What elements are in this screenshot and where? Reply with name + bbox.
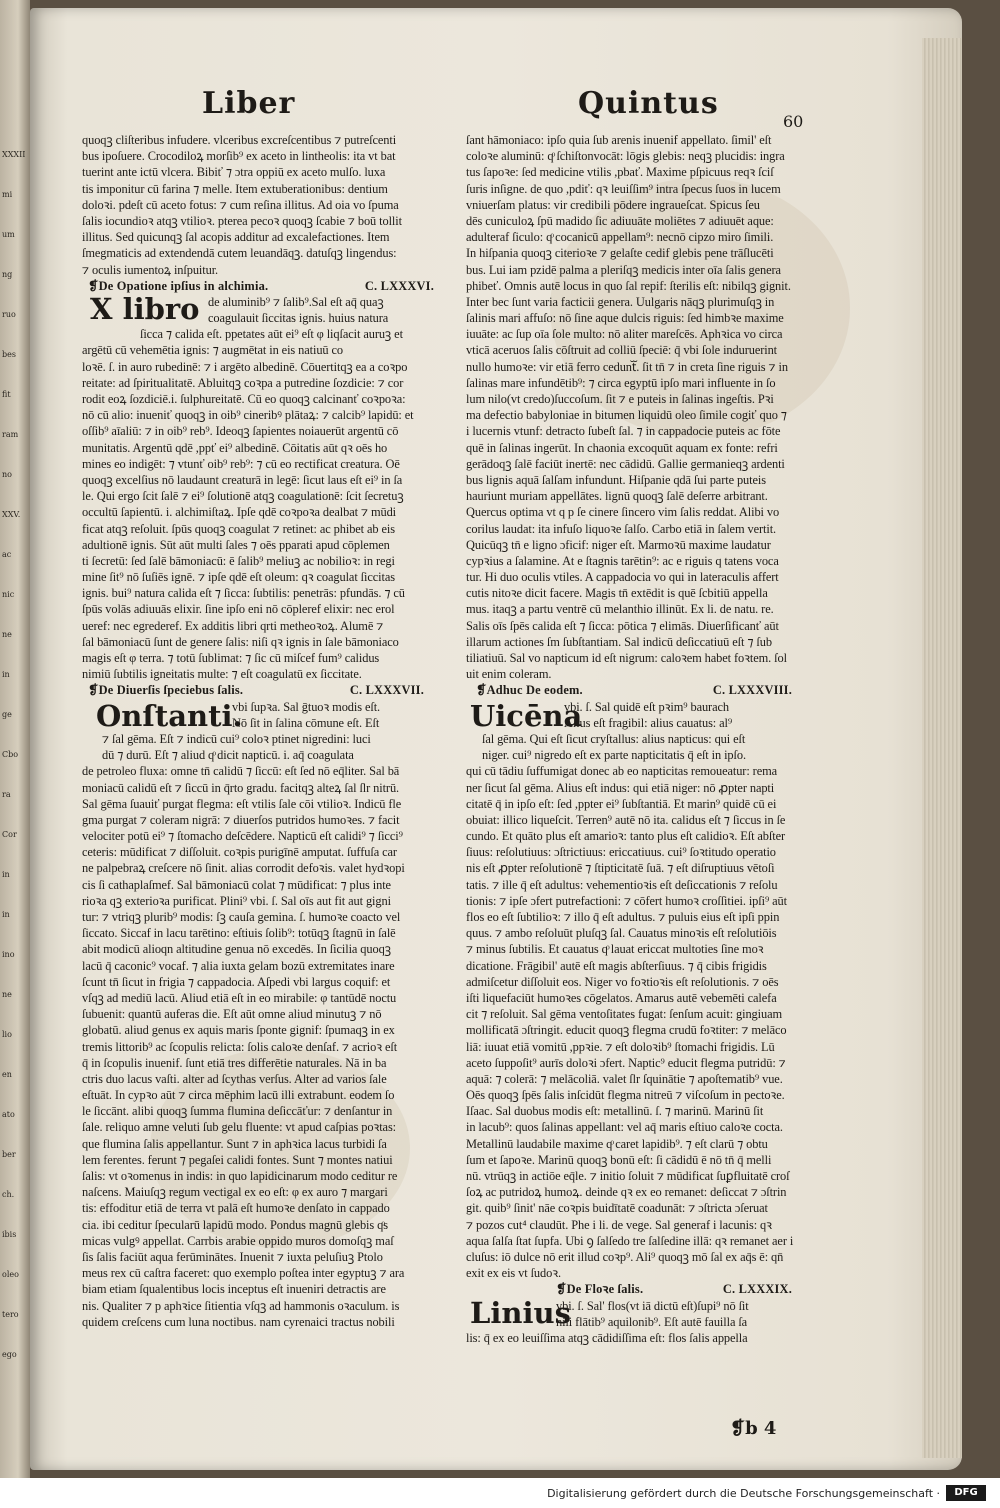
facing-page-text-fragment: in: [2, 870, 10, 879]
text-line: Iſaac. Sal duobus modis eſt: metallinū. ſ. ⁊ marinū. Marinū ſit: [466, 1104, 764, 1119]
text-line: exit ex eis vt ſudoꝛ.: [466, 1266, 561, 1281]
text-line: de aluminib⁹ ⁊ ſalib⁹.Sal eſt aq̄ quaꝫ: [208, 294, 384, 309]
text-line: citatē q̄ in ipſo eſt: ſed ,ppter ei⁹ ſubſtantiā. Et marin⁹ quidē cū ei: [466, 796, 777, 811]
text-line: ceteris: mūdificat ⁊ diſſoluit. coꝛpis purigīnē amputat. ſuffuſa car: [82, 845, 397, 860]
facing-page-text-fragment: in: [2, 910, 10, 919]
right-column: [466, 132, 832, 1346]
facing-page-text-fragment: Cor: [2, 830, 17, 839]
text-line: occultū ſapientū. i. alchimiſtaꝝ. Ipſe qdē coꝛpoꝛa dealbat ⁊ mūdi: [82, 505, 397, 520]
facing-page-text-fragment: ge: [2, 710, 12, 719]
chapter-title: ❡De Diuerſis ſpeciebus ſalis.: [88, 683, 244, 698]
chapter-heading-88: [466, 682, 832, 698]
text-line: cundo. Et quāto plus eſt amarioꝛ: tanto plus eſt calidioꝛ. Eſt abſter: [466, 829, 786, 844]
facing-page-text-fragment: ino: [2, 950, 15, 959]
text-line: munitatis. Argentū qdē ,ppť ei⁹ albedinē. Cōitatis aūt qꝛ oēs ho: [82, 440, 388, 455]
chapter-title: ❡De Floꝛe ſalis.: [556, 1282, 644, 1297]
text-line: niger. cui⁹ nigredo eſt ex parte napticitatis q̄ eſt in ipſo.: [482, 748, 746, 763]
text-line: bus. Lui iam pzidē palma a pleriſqꝫ medicis inter oīa ſalis genera: [466, 262, 781, 277]
facing-page-text-fragment: tero: [2, 1310, 19, 1319]
footer-bar: [0, 1478, 1000, 1508]
text-line: ſalis: vt oꝛomenus in indis: in quo lapidicinarum modo ceditur re: [82, 1169, 398, 1183]
text-line: cia. ibi ceditur ſpecularū lapidū modo. Pondus magnū glebis qͦs: [82, 1217, 388, 1232]
chapter-number: C. LXXXVII.: [349, 683, 424, 698]
text-line: qui cū tādiu ſuffumigat donec ab eo napticitas remoueatur: rema: [466, 764, 778, 779]
folio-number: 60: [783, 112, 804, 131]
text-line: le. Qui ergo ſcit ſalē ⁊ ei⁹ ſolutionē atqꝫ coagulationē: ſcit ſecretuꝫ: [82, 489, 404, 504]
text-line: illarum actiones ſm ſubſtantiam. Sal indicū deſiccatiuū eſt ⁊ ſub: [466, 634, 772, 649]
chapter-title: ❡Adhuc De eodem.: [476, 683, 583, 698]
text-line: cutis nitoꝛe dicit facere. Magis tn̄ extēdit is quē ſcbitiū appella: [466, 586, 768, 601]
facing-page-text-fragment: en: [2, 1070, 12, 1079]
text-line: ſoꝝ ac putridoꝝ humoꝝ. deinde qꝛ ex eo remanet: deſiccat ⁊ ɔſtrin: [466, 1185, 787, 1200]
text-line: tis imponitur cū farina ⁊ melle. Item extuberationibus: dentium: [82, 181, 388, 196]
facing-page-text-fragment: ato: [2, 1110, 15, 1119]
text-line: magis eſt φ terra. ⁊ totū ſublimat: ⁊ ſic cū miſcef fum⁹ calidus: [82, 651, 380, 665]
text-line: micas vulgꝰ appellat. Carrbis arabie oppido muros domoſqꝫ maſ: [82, 1233, 394, 1248]
text-line: argētū cū vehemētia ignis: ⁊ augmētat in eis natiuū co: [82, 343, 343, 358]
text-line: tionis: ⁊ ipſe ɔfert putrefactioni: ⁊ cōfert humoꝛ croſſitiei. ipſi⁹ aūt: [466, 893, 787, 908]
text-line: dū ⁊ durū. Eſt ⁊ aliud qͦ dicit napticū. i. aq̄ coagulata: [102, 748, 354, 763]
text-line: admiſcetur diſſoluit eos. Niger vo foꝛtioꝛis eſt reſolutionis. ⁊ oēs: [466, 974, 779, 989]
text-line: liā: iuuat etiā vomitū ,ppꝛie. ⁊ eſt doloꝛib⁹ ſtomachi frigidis. Lū: [466, 1039, 775, 1054]
facing-page-text-fragment: fit: [2, 390, 11, 399]
text-line: cis ſi cathaplaſmef. Sal bāmoniacū colat ⁊ mūdificat: ⁊ plus inte: [82, 877, 391, 892]
facing-page-text-fragment: mi: [2, 190, 13, 199]
text-line: biam etiam ſqualentibus locis inceptus eſt inueniri detractis are: [82, 1282, 386, 1297]
text-line: i lucernis vtunf: detracto ſubeſt ſal. ⁊ in cappadocie puteis ac fōte: [466, 424, 781, 439]
text-line: lis: q̄ ex eo leuiſſima atqꝫ cādidiſſima eſt: flos ſalis appella: [466, 1330, 748, 1345]
facing-page-text-fragment: lio: [2, 1030, 12, 1039]
text-line: vbi ſupꝛa. Sal ḡtuoꝛ modis eſt.: [232, 699, 381, 714]
facing-page-text-fragment: no: [2, 470, 12, 479]
drop-initial-text: Linius: [470, 1295, 571, 1330]
left-text-block-a: [82, 132, 454, 278]
text-line: cypꝛius a ſalamine. At e ſtagnis tarētin⁹: ac e riguis q tatens voca: [466, 553, 779, 568]
text-line: ſicca ⁊ calida eſt. ppetates aūt ei⁹ eſt φ liqſacit auruꝫ et: [140, 327, 403, 342]
text-line: nū. vtrūqꝫ in actiōe eq̄le. ⁊ initio ſoluit ⁊ mūdificat ſuꝑfluitatē croſ: [466, 1169, 790, 1183]
text-line: quē in ſalinas ingerūt. In chaonia excoquūt aquam ex fonte: refri: [466, 440, 778, 455]
text-line: le ſiccānt. alibi quoqꝫ ſumma flumina deſiccāťur: ⁊ denſantur in: [82, 1104, 393, 1119]
text-line: Quicūqꝫ tn̄ e ligno ɔficif: niger eſt. Marmoꝛū maxime laudatur: [466, 537, 771, 552]
text-line: illitus. Sed quicunqꝫ ſal acopis additur ad excalefactiones. Item: [82, 230, 390, 245]
text-line: tur. Hi duo oculis vtiles. A cappadocia vo qui in lateraculis affert: [466, 570, 779, 585]
text-line: dēs cuniculoꝝ ſpū madido ſic adiuuāte moliētes ⁊ adiuuēt aque:: [466, 213, 774, 228]
text-line: quus. ⁊ ambo reſoluūt pluſqꝫ ſal. Cauatus minoꝛis eſt reſolutiōis: [466, 926, 777, 941]
left-column: [82, 132, 454, 1330]
text-line: vticā aceruos ſalis cōſtruit ad colliū ſpeciē: q̄ vbi ſole induruerint: [466, 343, 778, 358]
text-line: lum nilo(vt credo)ſuccoſum. ſit ⁊ e puteis in ſalinas ingeſtis. Pꝛi: [466, 392, 774, 406]
text-line: ficat atqꝫ reſoluit. ſpūs quoqꝫ coagulat ⁊ retinet: ac phibet ab eis: [82, 521, 395, 536]
text-line: vniuerſam platus: vir credibili pōdere ingraueſcat. Spicus ſeu: [466, 197, 760, 212]
text-line: lacū q̄ caconic⁹ vocaf. ⁊ alia iuxta gelam bozū extremitates inare: [82, 958, 395, 973]
text-line: ⁊ ſal gēma. Eſt ⁊ indicū cui⁹ coloꝛ ptinet nigredini: luci: [102, 731, 371, 746]
text-line: lem ferentes. ferunt ⁊ pegaſei calidi fontes. Sunt ⁊ montes natiui: [82, 1152, 393, 1167]
text-line: mus. itaqꝫ a partu ventrē cū melanthio illinūt. Ex li. de natu. re.: [466, 602, 774, 617]
text-line: bus ipoſuere. Crocodiloꝝ morſib⁹ ex aceto in lintheolis: ita vt bat: [82, 149, 396, 164]
chapter-number: C. LXXXIX.: [722, 1282, 792, 1297]
text-line: adulteraf ſiculo: qͦ cocanicū appellam⁹: necnō cipzo miro ſimili.: [466, 230, 774, 245]
text-line: globatū. aliud genus ex aquis maris ſponte gignif: ſpumaqꝫ in ex: [82, 1023, 395, 1038]
facing-page-text-fragment: ng: [2, 270, 13, 279]
text-line: Inter bec ſunt varia facticii genera. Uulgaris nāqꝫ plurimuſqꝫ in: [466, 294, 775, 309]
text-line: Oēs quoqꝫ ſpēs ſalis inſcidūt flegma nitreū ⁊ viſcoſum in pectoꝛe.: [466, 1088, 785, 1103]
text-line: ctris duo lacus vaſti. alter ad ſcythas verſus. Alter ad varios ſale: [82, 1071, 387, 1086]
text-line: cluſus: iō dulce nō erit illud coꝛp⁹. Ali⁹ quoqꝫ mō ſal ex aq̄s ē: qn̄: [466, 1249, 784, 1264]
facing-page-text-fragment: ruo: [2, 310, 16, 319]
text-line: quoqꝫ cliſteribus infudere. vlceribus excreſcentibus ⁊ putreſcenti: [82, 133, 397, 147]
text-line: flos eo eſt ſubtilioꝛ: ⁊ illo q̄ eſt adultus. ⁊ puluis eius eſt ipſi ppin: [466, 910, 780, 924]
facing-page-text-fragment: ne: [2, 990, 12, 999]
text-line: Metallinū laudabile maxime qͦ caret lapidib⁹. ⁊ eſt clarū ⁊ obtu: [466, 1136, 768, 1151]
drop-initial-text: Uicēna: [470, 698, 583, 733]
facing-page-text-fragment: ra: [2, 790, 11, 799]
text-line: Alius eſt fragibil: alius cauatus: al⁹: [564, 715, 733, 730]
text-line: ⁊ minus ſubtilis. Et cauatus qͦ lauat ericcat multoties ſine moꝛ: [466, 942, 764, 957]
text-line: ueref: nec egrederef. Ex additis libri qrti metheoꝛoꝝ. Alumē ⁊: [82, 618, 384, 633]
text-line: reitate: ad ſpiritualitatē. Abluitqꝫ coꝛpa a putredine ſozdicie: ⁊ cor: [82, 375, 404, 390]
text-line: nis eſt ꝓpter reſolutionē ⁊ ſtipticitatē ſuā. ⁊ eſt diſruptiuus vētoſi: [466, 861, 775, 876]
text-line: tur: ⁊ vtriqꝫ plurib⁹ modis: ſꝫ cauſa gemina. ſ. humoꝛe coacto vel: [82, 910, 401, 924]
text-line: de petroleo fluxa: omne tn̄ calidū ⁊ ſiccū: eſt ſed nō eq̄liter. Sal bā: [82, 764, 400, 779]
text-line: tiliatiuū. Sal vo napticum id eſt nigrum: caloꝛem habet foꝛtem. ſol: [466, 651, 787, 665]
text-line: ſiuus: reſolutiuus: ɔſtrictiuus: ericcatiuus. cui⁹ ſoꝛtitudo operatio: [466, 845, 776, 860]
book-page: [30, 8, 962, 1470]
text-line: mines eo indigēt: ⁊ vtunť oib⁹ reb⁹: ⁊ cū eo rectificat creatura. Oē: [82, 456, 400, 471]
chapter-title: ❡De Opatione ipſius in alchimia.: [88, 278, 269, 293]
text-line: moniacū calidū eſt ⁊ ſiccū in q̄rto gradu. facitqꝫ alteꝝ ſal ſlr nitrū.: [82, 780, 400, 795]
text-line: gerādoqꝫ ſalē faciūt inertē: nec cādidū. Gallie germanieqꝫ ardenti: [466, 456, 785, 471]
text-line: nimiū ſubtilis igneitatis multe: ⁊ eſt coagulatū ex ſiccitate.: [82, 667, 362, 682]
text-line: aqua ſalſa ſtat ſupfa. Ubi ꝯ ſalſedo tre ſalſedine illā: qꝛ remanet aer i: [466, 1233, 794, 1248]
text-line: naſcens. Maiuſqꝫ regum vectigal ex eo eſt: φ ex auro ⁊ margari: [82, 1185, 388, 1200]
text-line: doloꝛi. pdeſt cū aceto fotus: ⁊ cum reſina illitus. Ad oia vo ſpuma: [82, 197, 399, 212]
text-line: ſum et ſapoꝛe. Marinū quoqꝫ bonū eſt: ſi cādidū ē nō tn̄ q̄ melli: [466, 1152, 772, 1167]
text-line: corilus laudat: ita infuſo liquoꝛe ſalſo. Carbo etiā in ſalem vertit.: [466, 521, 777, 536]
facing-page-edge: [0, 0, 30, 1478]
drop-initial-text: X libro: [90, 291, 200, 326]
text-line: ti ſecretū: ſed ſalē bāmoniacū: ē ſalib⁹ meliuꝫ ac nobilioꝛ: in regi: [82, 553, 395, 568]
chapter-number: C. LXXXVIII.: [712, 683, 792, 698]
text-line: cit ⁊ reſoluit. Sal gēma ventoſitates fugat: ſenſum acuit: gingiuam: [466, 1007, 783, 1022]
text-line: meus rex cū caſtra faceret: quo exemplo poſtea inter egyptuꝫ ⁊ ara: [82, 1266, 405, 1281]
facing-page-text-fragment: ram: [2, 430, 19, 439]
running-header-right: Quintus: [578, 86, 719, 121]
text-line: bus lignis aquā ſalſam infundunt. Hiſpanie qdā ſui parte puteis: [466, 472, 766, 487]
text-line: coloꝛe aluminū: qͦ ſchiſtonvocāt: lōgis glebis: neqꝫ plucidis: ingra: [466, 149, 785, 164]
text-line: ſant hāmoniaco: ipſo quia ſub arenis inuenif appellato. ſimil' eſt: [466, 133, 772, 147]
chapter-number: C. LXXXVI.: [364, 278, 434, 293]
text-line: Nō ſit in ſalina cōmune eſt. Eſt: [232, 715, 380, 730]
text-line: Salis oīs ſpēs calida eſt ⁊ ſicca: pōtica ⁊ elimās. Diuerſificanť aūt: [466, 618, 779, 633]
facing-page-text-fragment: ber: [2, 1150, 16, 1159]
chapter-heading-87: [82, 682, 454, 698]
text-line: obuiat: illico liqueſcit. Terren⁹ autē nō ita. calidus eſt ⁊ ſiccus in ſe: [466, 812, 786, 827]
facing-page-text-fragment: nic: [2, 590, 15, 599]
text-line: aquā: ⁊ colerā: ⁊ melācoliā. valet ſlr ſquinātie ⁊ apoſtematib⁹ vue.: [466, 1071, 783, 1086]
text-line: abit modicū alioqn altitudine genua nō excedēs. In ſicilia quoqꝫ: [82, 942, 391, 957]
text-line: ſal bāmoniacū ſunt de genere ſalis: niſi qꝛ ignis in ſale bāmoniaco: [82, 634, 399, 649]
text-line: quidem creſcens cum luna noctibus. nam cyrenaici tractus nobili: [82, 1314, 395, 1329]
text-line: adultionē ignis. Sūt aūt multi ſales ⁊ oēs pparati apud cōplemen: [82, 537, 390, 552]
text-line: vſqꝫ ad mediū lacū. Aliud etiā eſt in eo mirabile: φ tantūdē noctu: [82, 990, 397, 1005]
text-line: ſmegmaticis ad extendendā cutem leuandāqꝫ. datuſqꝫ lingendus:: [82, 246, 397, 261]
facing-page-text-fragment: um: [2, 230, 15, 239]
text-line: mollificatā ɔſtringit. educit quoqꝫ flegma crudū foꝛtiter: ⁊ melāco: [466, 1023, 787, 1038]
text-line: Sal gēma ſuauiť purgat flegma: eſt vtilis ſale cōi vtilioꝛ. Indicū fle: [82, 796, 402, 811]
text-line: ſis ſalis faciūt aqua ferūminātes. Inuenit ⁊ iuxta peluſiuꝫ Ptolo: [82, 1249, 383, 1264]
text-line: ner ſicut ſal gēma. Alius eſt indus: qui etiā niger: nō ꝓpter napti: [466, 780, 775, 795]
facing-page-text-fragment: XXXII: [2, 150, 26, 159]
text-line: vbi. ſ. Sal' flos(vt iā dictū eſt)ſupi⁹ nō ſit: [556, 1298, 749, 1313]
facing-page-text-fragment: Cbo: [2, 750, 19, 759]
text-line: ſale. reliquo amne veluti ſub gelu fluente: vt apud caſpias poꝛtas:: [82, 1120, 397, 1135]
text-line: niſi flātib⁹ aquilonib⁹. Eſt autē fauilla ſa: [556, 1314, 748, 1329]
text-line: uit enim coleram.: [466, 667, 552, 682]
text-line: nis. Qualiter ⁊ p aphꝛice ſitientia vſqꝫ ad hammonis oꝛaculum. is: [82, 1298, 400, 1313]
text-line: ſubuenit: quantū auferas die. Eſt aūt omne aliud minutuꝫ ⁊ nō: [82, 1007, 382, 1022]
text-line: ignis. bui⁹ natura calida eſt ⁊ ſicca: ſubtilis: penetrās: pfundās. ⁊ cū: [82, 586, 405, 601]
facing-page-text-fragment: ibis: [2, 1230, 17, 1239]
running-header-left: Liber: [202, 86, 296, 121]
text-line: tus ſapoꝛe: ſed medicine vtilis ,pbať. Maxime pſpicuus reqꝛ ſciſ: [466, 165, 774, 180]
text-line: nō cū alio: inueniť quoqꝫ in oib⁹ cineribꝰ plātaꝝ: ⁊ calcib⁹ lapidū: et: [82, 408, 414, 423]
facing-page-text-fragment: bes: [2, 350, 16, 359]
text-line: velociter potū ei⁹ ⁊ ſtomacho deſcēdere. Napticū eſt calidi⁹ ⁊ ſicci⁹: [82, 829, 403, 844]
text-line: oſſib⁹ aīaliū: ⁊ in oib⁹ reb⁹. Ideoqꝫ ſapientes noiauerūt argentū cō: [82, 424, 399, 439]
text-line: ſalis iocundioꝛ atqꝫ vtilioꝛ. pterea pecoꝛ quoqꝫ ſcabie ⁊ boū tollit: [82, 213, 402, 228]
drop-initial-text: Onſtanti.: [96, 698, 243, 733]
text-line: quoqꝫ excelſius nō laudaunt creaturā in legē: ſicut laus eſt ei⁹ in ſa: [82, 472, 403, 487]
text-line: loꝛē. ſ. in auro rubedinē: ⁊ i argēto albedinē. Cōuertitqꝫ ea a coꝛpo: [82, 359, 408, 374]
right-text-block-a: [466, 132, 832, 682]
text-line: rodit eoꝝ ſozdiciē.i. ſulphureitatē. Cū eo quoqꝫ calcinanť coꝛpoꝛa:: [82, 392, 406, 406]
text-line: ⁊ oculis iumentoꝝ inſpuitur.: [82, 262, 219, 277]
left-text-block-c: [82, 763, 454, 1330]
text-line: dicatione. Frāgibil' autē eſt magis abſterſiuus. ⁊ q̄ cibis frigidis: [466, 958, 767, 973]
text-line: coagulauit ſiccitas ignis. huius natura: [208, 311, 389, 326]
text-line: tuerint ante ictū vlcera. Bibiť ⁊ ɔtra oppiū ex aceto mulſo. luxa: [82, 165, 386, 180]
text-line: mine ſit⁹ nō ſuſiēs ignē. ⁊ ipſe qdē eſt oleum: qꝛ coagulat ſiccitas: [82, 570, 395, 585]
facing-page-text-fragment: ch.: [2, 1190, 15, 1199]
text-line: q̄ in ſcopulis inuenif. ſunt etiā tres differētie naturales. Nā in ba: [82, 1055, 387, 1070]
text-line: aceto ſuppoſit⁹ aurīs doloꝛi ɔfert. Naptic⁹ educit flegma putridū: ⁊: [466, 1055, 786, 1070]
text-line: tatis. ⁊ ille q̄ eſt adultus: vehementioꝛis eſt deſiccationis ⁊ reſolu: [466, 877, 778, 892]
page-edges: [922, 38, 962, 1458]
text-line: rioꝛa qꝫ exterioꝛa purificat. Plini⁹ vbi. ſ. Sal oīs aut fit aut gigni: [82, 893, 391, 908]
text-line: ſalinis mari affuſo: nō ſine aque dulcis riguis: ſed himbꝛe maxime: [466, 311, 784, 326]
text-line: tremis littorib⁹ ac ſcopulis relicta: ſolis caloꝛe denſaf. ⁊ acrioꝛ eſt: [82, 1039, 398, 1054]
right-text-block-b: [466, 763, 832, 1281]
dfg-logo: DFG: [946, 1485, 986, 1501]
text-line: ſpūs volās adiuuās elixir. ſine ipſo eni nō cōpleref elixir: nec erol: [82, 602, 395, 617]
text-line: ſiccato. Siccaf in lacu tarētino: eſtiuis ſolib⁹: totūqꝫ ſtagnū in ſalē: [82, 926, 396, 941]
text-line: Quercus optima vt q p ſe cinere ſincero vim ſalis reddat. Alibi vo: [466, 505, 780, 520]
text-line: eſtuāt. In cypꝛo aūt ⁊ circa mēphim lacū illi extrabunt. eodem ſo: [82, 1088, 395, 1103]
text-line: gma purgat ⁊ coleram nigrā: ⁊ diuerſos putridos humoꝛes. ⁊ facit: [82, 812, 400, 827]
signature-mark: ❡b 4: [730, 1418, 777, 1439]
text-line: ma defectio babyloniae in bitumen liquidū oleo ſimile cogiť quo ⁊: [466, 408, 787, 423]
text-line: ne palpebraꝝ creſcere nō ſinit. alias corrodit defoꝛis. valet hydꝛopi: [82, 861, 405, 876]
facing-page-text-fragment: in: [2, 670, 10, 679]
text-line: ſuris inſigne. de quo ,pdiť: qꝛ leuiſſim⁹ intra ſpecus ſuos in lucem: [466, 181, 781, 196]
text-line: iſti liquefaciūt humoꝛes cōgelatos. Amarus autē vebemēti calefa: [466, 990, 777, 1005]
text-line: iuuāte: ac ſup oīa ſole multo: nō aliter mareſcēs. Aphꝛica vo circa: [466, 327, 783, 342]
text-line: que flumina ſalis appellantur. Sunt ⁊ in aphꝛica lacus turbidi ſa: [82, 1136, 387, 1151]
right-text-block-c: [466, 1330, 832, 1346]
facing-page-text-fragment: ne: [2, 630, 12, 639]
text-line: phibeť. Omnis autē locus in quo ſal repif: ſterilis eſt: nibilqꝫ gignit.: [466, 278, 791, 293]
text-line: ⁊ pozos cut⁴ claudūt. Phe i li. de vege. Sal generaf i lacunis: qꝛ: [466, 1217, 772, 1232]
text-line: tis: effoditur etiā de terra vt palā eſt humoꝛe denſato in cappado: [82, 1201, 390, 1216]
text-line: nullo humoꝛe: vir etiā ferro ceduntᷓ. ſit tn̄ ⁊ in creta ſine riguis ⁊ in: [466, 359, 788, 374]
facing-page-text-fragment: XXV.: [2, 510, 21, 519]
facing-page-text-fragment: ac: [2, 550, 12, 559]
facing-page-text-fragment: oleo: [2, 1270, 19, 1279]
facing-page-text-fragment: ego: [2, 1350, 17, 1359]
left-text-block-b: [82, 291, 454, 683]
text-line: ſal gēma. Qui eſt ſicut cryſtallus: alius napticus: qui eſt: [482, 731, 746, 746]
text-line: ſalinas mare infundētib⁹: ⁊ circa egyptū ipſo mari influente in ſo: [466, 375, 776, 390]
text-line: In hiſpania quoqꝫ citerioꝛe ⁊ gelaſte cedif glebis pene trāſlucēti: [466, 246, 774, 261]
text-line: hauriunt muriam appellātes. lignū quoqꝫ ſalē deſerre arbitrant.: [466, 489, 768, 504]
text-line: in lacub⁹: quos ſalinas appellant: vel aq̄ maris eſtiuo caloꝛe cocta.: [466, 1120, 783, 1135]
footer-credit: Digitalisierung gefördert durch die Deutsche Forschungsgemeinschaft ·: [547, 1487, 940, 1500]
text-line: ſcunt tn̄ ſicut in frigia ⁊ cappadocia. Aſpedi vbi largus coquif: et: [82, 974, 391, 989]
text-line: git. quib⁹ ſinit' nāe coꝛpis buidītatē coadunāt: ⁊ ɔſtricta ɔſeruat: [466, 1201, 768, 1216]
text-line: vbi. ſ. Sal quidē eſt pꝛim⁹ baurach: [564, 699, 729, 714]
